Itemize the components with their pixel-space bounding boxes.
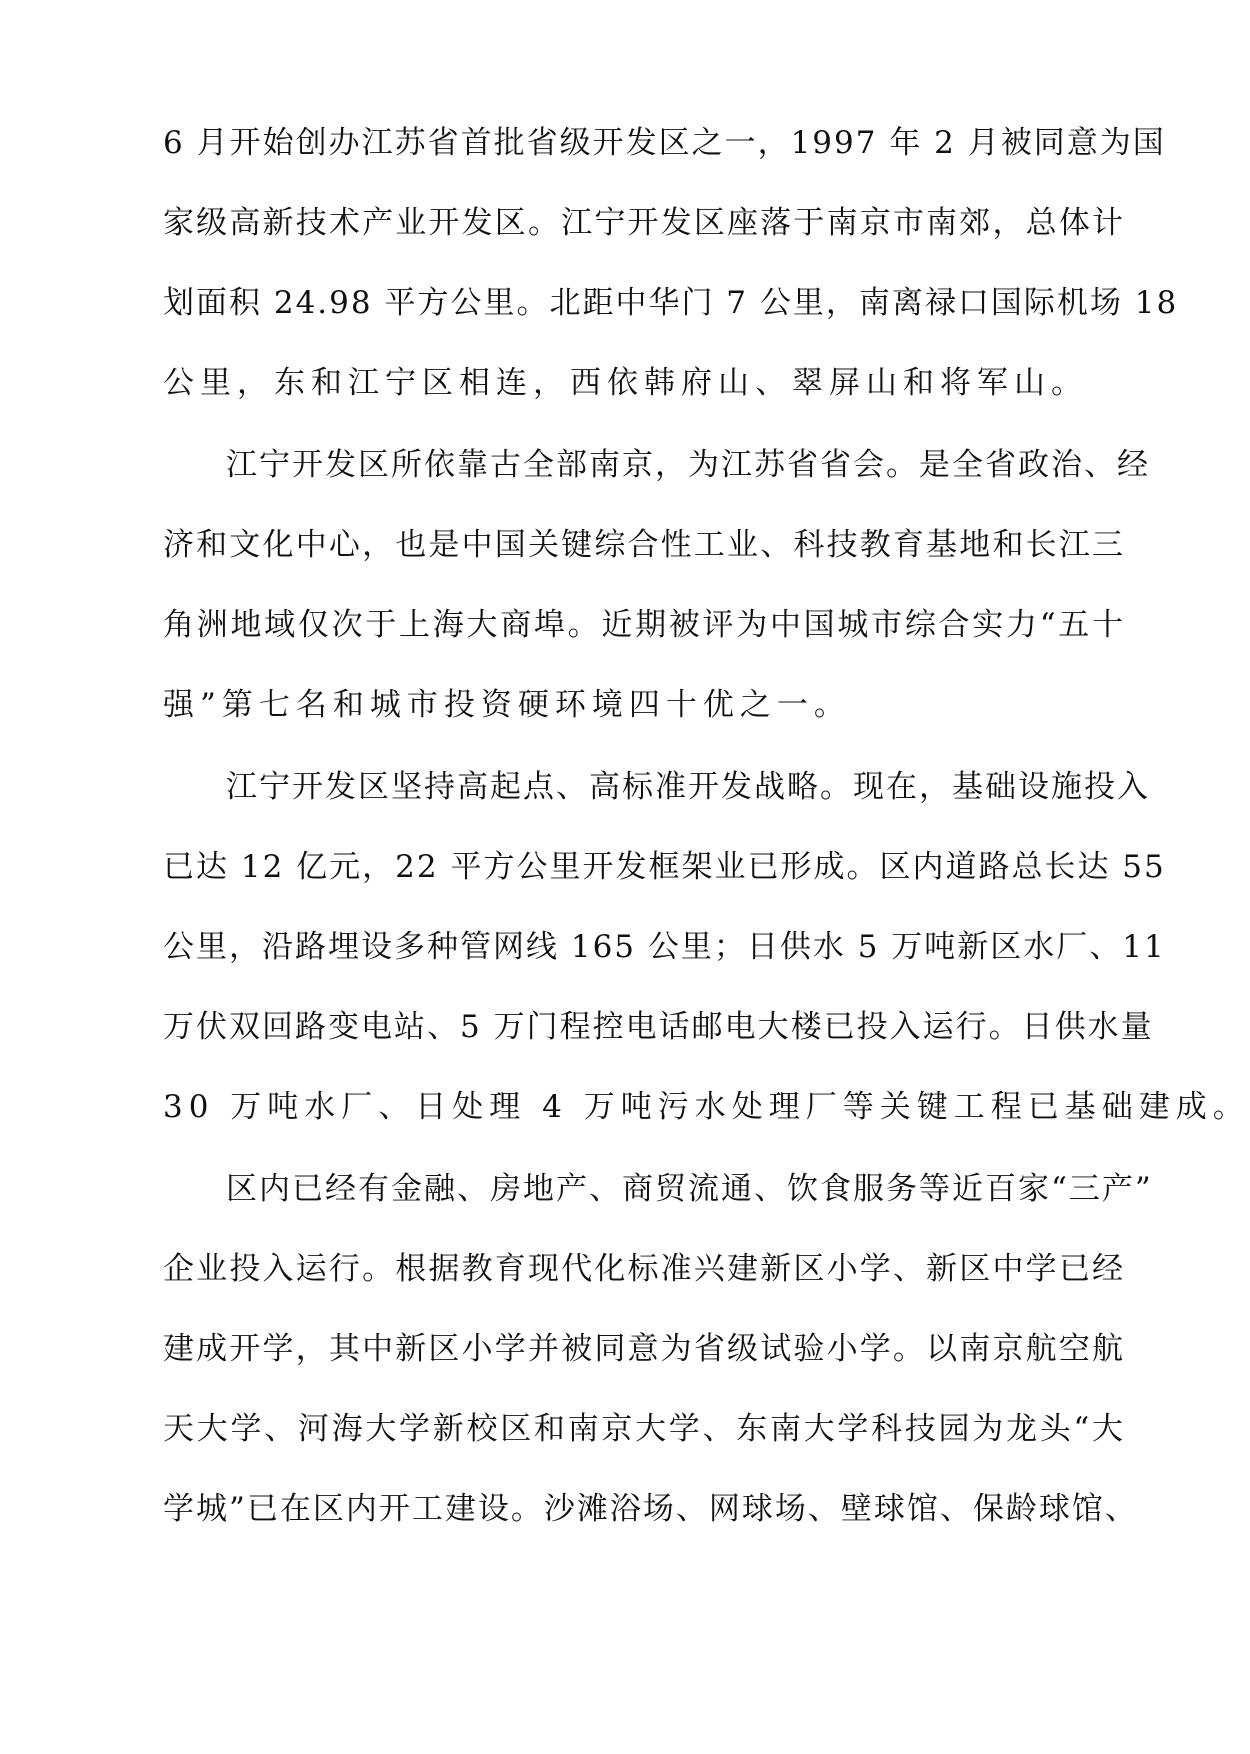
text-line-7: 角洲地域仅次于上海大商埠。近期被评为中国城市综合实力“五十 bbox=[163, 607, 1125, 643]
text-line-6: 济和文化中心，也是中国关键综合性工业、科技教育基地和长江三 bbox=[163, 527, 1125, 563]
text-line-8: 强”第七名和城市投资硬环境四十优之一。 bbox=[163, 687, 851, 723]
text-line-18: 学城”已在区内开工建设。沙滩浴场、网球场、壁球馆、保龄球馆、 bbox=[163, 1491, 1138, 1527]
text-line-2: 家级高新技术产业开发区。江宁开发区座落于南京市南郊，总体计 bbox=[163, 205, 1125, 241]
text-line-3: 划面积 24.98 平方公里。北距中华门 7 公里，南离禄口国际机场 18 bbox=[163, 285, 1179, 321]
text-line-5: 江宁开发区所依靠古全部南京，为江苏省省会。是全省政治、经 bbox=[226, 447, 1150, 483]
text-line-17: 天大学、河海大学新校区和南京大学、东南大学科技园为龙头“大 bbox=[163, 1411, 1125, 1447]
text-line-12: 万伏双回路变电站、5 万门程控电话邮电大楼已投入运行。日供水量 bbox=[163, 1009, 1154, 1045]
text-line-10: 已达 12 亿元，22 平方公里开发框架业已形成。区内道路总长达 55 bbox=[163, 849, 1166, 885]
text-line-14: 区内已经有金融、房地产、商贸流通、饮食服务等近百家“三产” bbox=[226, 1171, 1153, 1207]
text-line-15: 企业投入运行。根据教育现代化标准兴建新区小学、新区中学已经 bbox=[163, 1251, 1125, 1287]
text-line-11: 公里，沿路埋设多种管网线 165 公里；日供水 5 万吨新区水厂、11 bbox=[163, 929, 1166, 965]
text-line-1: 6 月开始创办江苏省首批省级开发区之一，1997 年 2 月被同意为国 bbox=[163, 125, 1166, 161]
text-line-16: 建成开学，其中新区小学并被同意为省级试验小学。以南京航空航 bbox=[163, 1331, 1125, 1367]
text-line-13: 30 万吨水厂、日处理 4 万吨污水处理厂等关键工程已基础建成。 bbox=[163, 1089, 1250, 1125]
text-line-4: 公里，东和江宁区相连，西依韩府山、翠屏山和将军山。 bbox=[163, 365, 1088, 401]
text-line-9: 江宁开发区坚持高起点、高标准开发战略。现在，基础设施投入 bbox=[226, 769, 1150, 805]
